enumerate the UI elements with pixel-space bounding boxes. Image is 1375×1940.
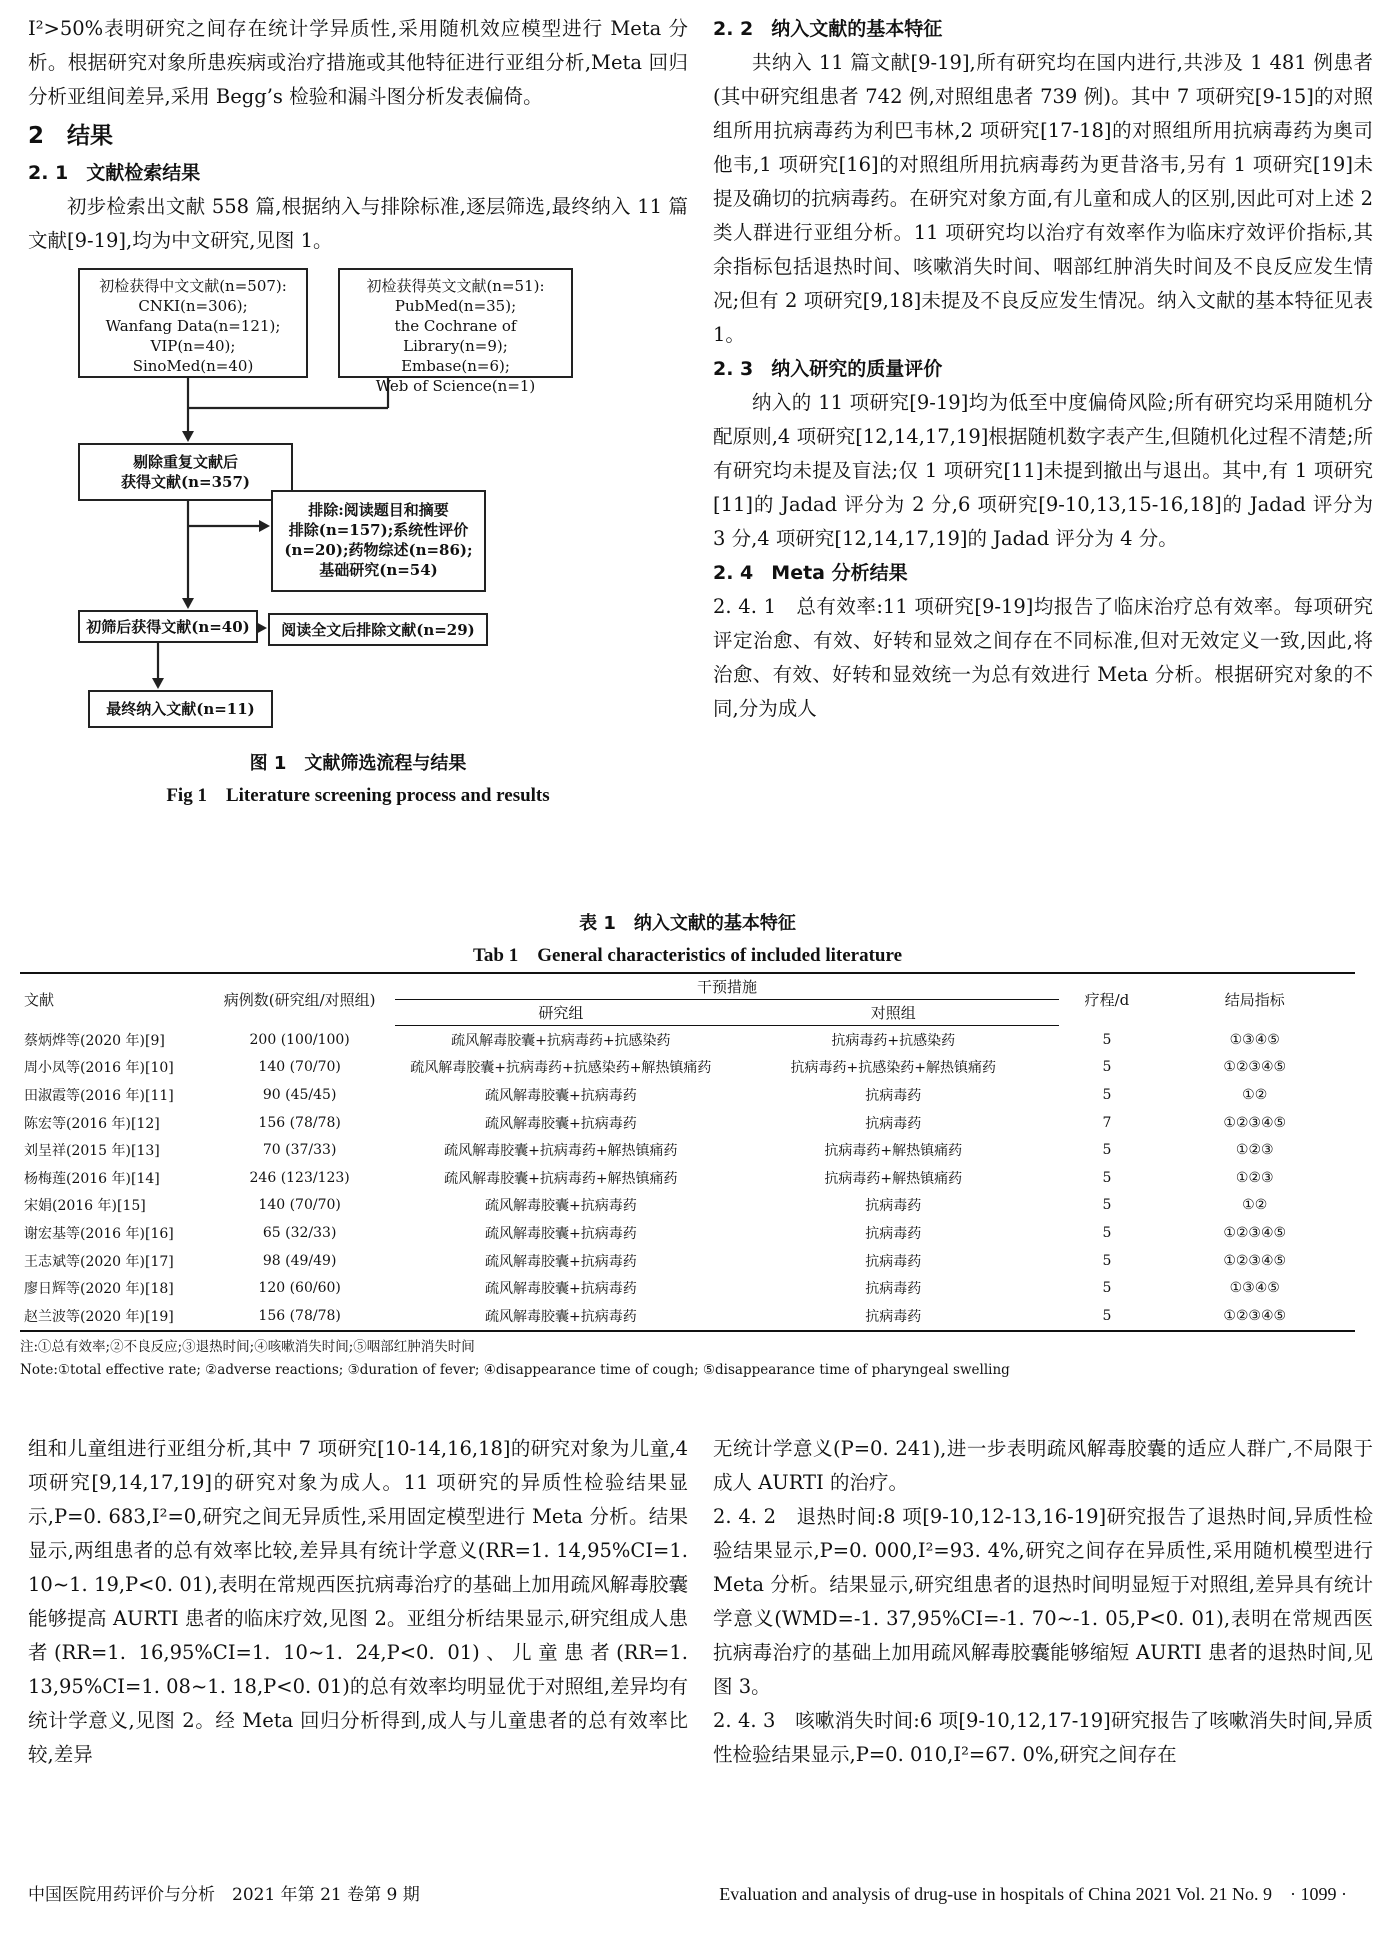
header-study-group: 研究组 (395, 1000, 727, 1026)
cell-course: 7 (1102, 1114, 1112, 1131)
cell-cases: 200 (100/100) (249, 1031, 350, 1048)
subsection-heading-2-1 (28, 156, 688, 190)
cell-cases: 70 (37/33) (262, 1142, 337, 1159)
box-line: 排除:阅读题目和摘要 (308, 501, 449, 519)
cell-control: 抗病毒药 (865, 1225, 922, 1242)
subsection-title: 纳入研究的质量评价 (771, 358, 943, 380)
initial-screening-box: 初筛后获得文献(n=40) (78, 610, 258, 643)
table-row (20, 1026, 1355, 1054)
box-line: 初检获得中文文献(n=507): (99, 277, 287, 295)
table-row (20, 1054, 1355, 1082)
table-row (20, 1081, 1355, 1109)
cell-study: 疏风解毒胶囊+抗病毒药 (484, 1087, 637, 1104)
table-note-cn: 注:①总有效率;②不良反应;③退热时间;④咳嗽消失时间;⑤咽部红肿消失时间 (20, 1338, 475, 1355)
box-line: Web of Science(n=1) (375, 377, 536, 395)
cell-control: 抗病毒药 (727, 1302, 1059, 1331)
table-note-en: Note:①total effective rate; ②adverse reactions; ③duration of fever; ④disappearance time of cough; ⑤disappearance time of pharyngeal swelling (20, 1361, 1010, 1378)
flowchart-figure (28, 268, 688, 738)
cell-cases: 140 (70/70) (258, 1059, 341, 1076)
right-column-bottom (713, 1432, 1373, 1772)
cell-course: 5 (1102, 1169, 1112, 1186)
cell-study: 疏风解毒胶囊+抗病毒药 (484, 1115, 637, 1132)
subsection-title: Meta 分析结果 (771, 562, 908, 584)
box-line: 初检获得英文文献(n=51): (366, 277, 545, 295)
header-literature: 文献 (20, 973, 205, 1026)
cell-cases: 156 (78/78) (258, 1114, 341, 1131)
subsection-number: 2. 4 (713, 562, 754, 584)
cell-lit: 周小凤等(2016 年)[10] (24, 1060, 174, 1077)
table-row (20, 1192, 1355, 1220)
subsection-number: 2. 3 (713, 358, 754, 380)
cell-outcome: ①②③④⑤ (1154, 1302, 1355, 1331)
table-row (20, 1136, 1355, 1164)
table-row (20, 1247, 1355, 1275)
box-line: 基础研究(n=54) (319, 561, 438, 579)
box-line: CNKI(n=306); (138, 297, 248, 315)
subgroup-conclusion-paragraph: 无统计学意义(P=0. 241),进一步表明疏风解毒胶囊的适应人群广,不局限于成人 AURTI 的治疗。 (713, 1437, 1373, 1494)
page-footer (28, 1880, 1347, 1905)
cell-study: 疏风解毒胶囊+抗病毒药 (484, 1198, 637, 1215)
cell-outcome: ①②③ (1235, 1142, 1274, 1159)
cell-outcome: ①②③④⑤ (1223, 1224, 1287, 1241)
left-column-bottom (28, 1432, 688, 1772)
cell-control: 抗病毒药 (865, 1281, 922, 1298)
cell-outcome: ①③④⑤ (1229, 1280, 1280, 1297)
cell-lit: 杨梅莲(2016 年)[14] (24, 1170, 160, 1187)
cough-duration-paragraph: 2. 4. 3 咳嗽消失时间:6 项[9-10,12,17-19]研究报告了咳嗽消失时间,异质性检验结果显示,P=0. 010,I²=67. 0%,研究之间存在 (713, 1709, 1373, 1766)
box-line: Embase(n=6); (401, 357, 510, 375)
cell-lit: 刘呈祥(2015 年)[13] (24, 1143, 160, 1160)
cell-cases: 120 (60/60) (258, 1280, 341, 1297)
cell-cases: 65 (32/33) (262, 1224, 337, 1241)
chinese-search-box (78, 268, 308, 378)
cell-course: 5 (1102, 1197, 1112, 1214)
table-1 (20, 908, 1355, 1382)
box-line: the Cochrane of Library(n=9); (394, 317, 517, 355)
cell-lit: 陈宏等(2016 年)[12] (24, 1115, 160, 1132)
cell-lit: 蔡炳烨等(2020 年)[9] (24, 1032, 165, 1049)
cell-cases: 156 (78/78) (205, 1302, 395, 1331)
header-cases: 病例数(研究组/对照组) (205, 973, 395, 1026)
cell-study: 疏风解毒胶囊+抗病毒药+解热镇痛药 (444, 1170, 678, 1187)
table-row (20, 1219, 1355, 1247)
cell-lit: 谢宏基等(2016 年)[16] (24, 1225, 174, 1242)
cell-control: 抗病毒药 (865, 1198, 922, 1215)
cell-outcome: ①②③④⑤ (1223, 1114, 1287, 1131)
cell-lit: 宋娟(2016 年)[15] (24, 1198, 146, 1215)
cell-study: 疏风解毒胶囊+抗病毒药 (484, 1253, 637, 1270)
table-caption-en: Tab 1 General characteristics of included literature (472, 945, 903, 966)
header-course: 疗程/d (1059, 973, 1154, 1026)
table-row (20, 1109, 1355, 1137)
cell-course: 5 (1102, 1142, 1112, 1159)
cell-control: 抗病毒药 (865, 1115, 922, 1132)
cell-cases: 246 (123/123) (249, 1169, 350, 1186)
fever-duration-paragraph: 2. 4. 2 退热时间:8 项[9-10,12-13,16-19]研究报告了退热时间,异质性检验结果显示,P=0. 000,I²=93. 4%,研究之间存在异质性,采用随机模型进行 Meta 分析。结果显示,研究组患者的退热时间明显短于对照组,差异具有统计学意义(WMD=-1. 37,95%CI=-1. 70~-1. 05,P<0. 01),表明在常规西医抗病毒治疗的基础上加用疏风解毒胶囊能够缩短 AURTI 患者的退热时间,见图 3。 (713, 1505, 1373, 1698)
cell-study: 疏风解毒胶囊+抗病毒药 (395, 1302, 727, 1331)
journal-name-cn: 中国医院用药评价与分析 2021 年第 21 卷第 9 期 (28, 1885, 420, 1905)
table-row (20, 1274, 1355, 1302)
table-caption-cn: 表 1 纳入文献的基本特征 (579, 913, 796, 934)
cell-lit: 廖日辉等(2020 年)[18] (24, 1281, 174, 1298)
cell-course: 5 (1102, 1086, 1112, 1103)
box-line: SinoMed(n=40) (132, 357, 254, 375)
cell-lit: 赵兰波等(2020 年)[19] (20, 1302, 205, 1331)
characteristics-paragraph: 共纳入 11 篇文献[9-19],所有研究均在国内进行,共涉及 1 481 例患者(其中研究组患者 742 例,对照组患者 739 例)。其中 7 项研究[9-15]的对照组所用抗病毒药为利巴韦林,2 项研究[17-18]的对照组所用抗病毒药为奥司他韦,1 项研究[16]的对照组所用抗病毒药为更昔洛韦,另有 1 项研究[19]未提及确切的抗病毒药。在研究对象方面,有儿童和成人的区别,因此可对上述 2 类人群进行亚组分析。11 项研究均以治疗有效率作为临床疗效评价指标,其余指标包括退热时间、咳嗽消失时间、咽部红肿消失时间及不良反应发生情况;但有 2 项研究[9,18]未提及不良反应发生情况。纳入文献的基本特征见表 1。 (713, 51, 1373, 346)
cell-cases: 90 (45/45) (262, 1086, 337, 1103)
table-row (20, 1164, 1355, 1192)
cell-cases: 98 (49/49) (262, 1252, 337, 1269)
characteristics-table (20, 972, 1355, 1332)
subsection-heading-2-2 (713, 12, 1373, 46)
cell-outcome: ①③④⑤ (1229, 1031, 1280, 1048)
header-intervention: 干预措施 (395, 973, 1060, 1000)
cell-course: 5 (1102, 1059, 1112, 1076)
exclusion-box (271, 490, 486, 592)
box-line: 排除(n=157);系统性评价 (288, 521, 469, 539)
cell-study: 疏风解毒胶囊+抗病毒药 (484, 1281, 637, 1298)
cell-study: 疏风解毒胶囊+抗病毒药+抗感染药+解热镇痛药 (410, 1060, 712, 1077)
box-line: (n=20);药物综述(n=86); (284, 541, 473, 559)
cell-outcome: ①②③ (1235, 1169, 1274, 1186)
cell-study: 疏风解毒胶囊+抗病毒药+解热镇痛药 (444, 1143, 678, 1160)
cell-cases: 140 (70/70) (258, 1197, 341, 1214)
box-line: Wanfang Data(n=121); (105, 317, 281, 335)
cell-outcome: ①②③④⑤ (1223, 1059, 1287, 1076)
cell-control: 抗病毒药+抗感染药+解热镇痛药 (790, 1060, 996, 1077)
journal-name-en: Evaluation and analysis of drug-use in hospitals of China 2021 Vol. 21 No. 9 · 1099 · (719, 1884, 1347, 1904)
search-results-paragraph: 初步检索出文献 558 篇,根据纳入与排除标准,逐层筛选,最终纳入 11 篇文献[9-19],均为中文研究,见图 1。 (28, 195, 688, 252)
english-search-box (338, 268, 573, 395)
cell-lit: 王志斌等(2020 年)[17] (24, 1253, 174, 1270)
cell-course: 5 (1102, 1280, 1112, 1297)
box-line: 获得文献(n=357) (121, 473, 250, 491)
cell-control: 抗病毒药+解热镇痛药 (824, 1170, 963, 1187)
figure-caption-en: Fig 1 Literature screening process and results (166, 785, 550, 806)
section-heading-results: 2 结果 (28, 123, 114, 149)
total-efficacy-paragraph: 2. 4. 1 总有效率:11 项研究[9-19]均报告了临床治疗总有效率。每项研究评定治愈、有效、好转和显效之间存在不同标准,但对无效定义一致,因此,将治愈、有效、好转和显效统一为总有效进行 Meta 分析。根据研究对象的不同,分为成人 (713, 595, 1373, 720)
cell-lit: 田淑霞等(2016 年)[11] (24, 1087, 174, 1104)
fulltext-exclusion-box: 阅读全文后排除文献(n=29) (268, 613, 488, 646)
header-control-group: 对照组 (727, 1000, 1059, 1026)
cell-control: 抗病毒药 (865, 1087, 922, 1104)
cell-control: 抗病毒药 (865, 1253, 922, 1270)
cell-study: 疏风解毒胶囊+抗病毒药 (484, 1225, 637, 1242)
cell-course: 5 (1102, 1252, 1112, 1269)
subsection-title: 纳入文献的基本特征 (771, 18, 943, 40)
subsection-title: 文献检索结果 (86, 162, 201, 184)
box-line: 剔除重复文献后 (132, 453, 238, 471)
subsection-number: 2. 2 (713, 18, 754, 40)
table-body (20, 1026, 1355, 1331)
left-column-top (28, 12, 688, 812)
cell-control: 抗病毒药+抗感染药 (831, 1032, 956, 1049)
methods-paragraph: I²>50%表明研究之间存在统计学异质性,采用随机效应模型进行 Meta 分析。根据研究对象所患疾病或治疗措施或其他特征进行亚组分析,Meta 回归分析亚组间差异,采用 Begg’s 检验和漏斗图分析发表偏倚。 (28, 17, 688, 108)
right-column-top (713, 12, 1373, 726)
final-included-box: 最终纳入文献(n=11) (88, 690, 273, 728)
subsection-heading-2-3 (713, 352, 1373, 386)
cell-course: 5 (1102, 1031, 1112, 1048)
box-line: PubMed(n=35); (394, 297, 517, 315)
subsection-number: 2. 1 (28, 162, 69, 184)
subgroup-analysis-paragraph: 组和儿童组进行亚组分析,其中 7 项研究[10-14,16,18]的研究对象为儿童,4 项研究[9,14,17,19]的研究对象为成人。11 项研究的异质性检验结果显示,P=0. 683,I²=0,研究之间无异质性,采用固定模型进行 Meta 分析。结果显示,两组患者的总有效率比较,差异具有统计学意义(RR=1. 14,95%CI=1. 10~1. 19,P<0. 01),表明在常规西医抗病毒治疗的基础上加用疏风解毒胶囊能够提高 AURTI 患者的临床疗效,见图 2。亚组分析结果显示,研究组成人患者(RR=1. 16,95%CI=1. 10~1. 24,P<0. 01)、儿童患者(RR=1. 13,95%CI=1. 08~1. 18,P<0. 01)的总有效率均明显优于对照组,差异均有统计学意义,见图 2。经 Meta 回归分析得到,成人与儿童患者的总有效率比较,差异 (28, 1437, 688, 1766)
header-outcome: 结局指标 (1154, 973, 1355, 1026)
box-line: VIP(n=40); (150, 337, 236, 355)
cell-outcome: ①② (1242, 1086, 1268, 1103)
table-row (20, 1302, 1355, 1331)
deduplication-box (78, 443, 293, 501)
cell-outcome: ①②③④⑤ (1223, 1252, 1287, 1269)
cell-course: 5 (1102, 1224, 1112, 1241)
quality-paragraph: 纳入的 11 项研究[9-19]均为低至中度偏倚风险;所有研究均采用随机分配原则,4 项研究[12,14,17,19]根据随机数字表产生,但随机化过程不清楚;所有研究均未提及盲法;仅 1 项研究[11]未提到撤出与退出。其中,有 1 项研究[11]的 Jadad 评分为 2 分,6 项研究[9-10,13,15-16,18]的 Jadad 评分为 3 分,4 项研究[12,14,17,19]的 Jadad 评分为 4 分。 (713, 391, 1373, 550)
cell-outcome: ①② (1242, 1197, 1268, 1214)
cell-study: 疏风解毒胶囊+抗病毒药+抗感染药 (451, 1032, 671, 1049)
cell-control: 抗病毒药+解热镇痛药 (824, 1143, 963, 1160)
subsection-heading-2-4 (713, 556, 1373, 590)
cell-course: 5 (1059, 1302, 1154, 1331)
figure-caption-cn: 图 1 文献筛选流程与结果 (249, 753, 467, 774)
